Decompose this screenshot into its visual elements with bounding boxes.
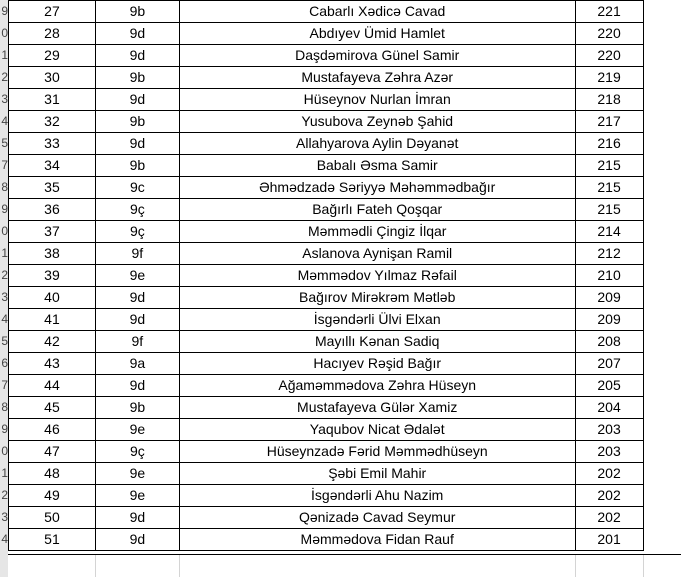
- row-header[interactable]: 6: [1, 356, 8, 370]
- cell-name[interactable]: Bağırov Mirəkrəm Mətləb: [179, 287, 575, 309]
- cell-class[interactable]: 9d: [95, 45, 179, 67]
- empty-cell[interactable]: [643, 265, 681, 287]
- row-header[interactable]: 8: [1, 400, 8, 414]
- cell-number[interactable]: 36: [9, 199, 96, 221]
- row-header[interactable]: 1: [1, 48, 8, 62]
- cell-score[interactable]: 214: [575, 221, 643, 243]
- table-row: [9, 45, 681, 67]
- cell-class[interactable]: 9e: [95, 485, 179, 507]
- cell-name[interactable]: Daşdəmirova Günel Samir: [179, 45, 575, 67]
- cell-score[interactable]: 212: [575, 243, 643, 265]
- empty-cell[interactable]: [643, 375, 681, 397]
- cell-number[interactable]: 39: [9, 265, 96, 287]
- table-row: [9, 353, 681, 375]
- cell-score[interactable]: 220: [575, 23, 643, 45]
- cell-score[interactable]: 203: [575, 419, 643, 441]
- cell-number[interactable]: 51: [9, 529, 96, 551]
- cell-class[interactable]: 9e: [95, 419, 179, 441]
- row-header[interactable]: 5: [1, 136, 8, 150]
- cell-class[interactable]: 9d: [95, 507, 179, 529]
- empty-cell[interactable]: [643, 221, 681, 243]
- cell-name[interactable]: İsgəndərli Ahu Nazim: [179, 485, 575, 507]
- gridline: [643, 555, 644, 577]
- cell-score[interactable]: 218: [575, 89, 643, 111]
- cell-number[interactable]: 47: [9, 441, 96, 463]
- empty-cell[interactable]: [643, 67, 681, 89]
- empty-cell[interactable]: [643, 331, 681, 353]
- cell-class[interactable]: 9d: [95, 375, 179, 397]
- cell-number[interactable]: 48: [9, 463, 96, 485]
- cell-number[interactable]: 30: [9, 67, 96, 89]
- cell-class[interactable]: 9d: [95, 529, 179, 551]
- empty-cell[interactable]: [643, 243, 681, 265]
- cell-score[interactable]: 201: [575, 529, 643, 551]
- cell-class[interactable]: 9d: [95, 287, 179, 309]
- cell-number[interactable]: 45: [9, 397, 96, 419]
- cell-score[interactable]: 209: [575, 309, 643, 331]
- table-row: [9, 529, 681, 551]
- empty-cell[interactable]: [643, 353, 681, 375]
- cell-name[interactable]: Yusubova Zeynəb Şahid: [179, 111, 575, 133]
- cell-score[interactable]: 207: [575, 353, 643, 375]
- cell-score[interactable]: 215: [575, 155, 643, 177]
- cell-number[interactable]: 44: [9, 375, 96, 397]
- empty-cell[interactable]: [643, 419, 681, 441]
- cell-score[interactable]: 208: [575, 331, 643, 353]
- empty-cell[interactable]: [643, 485, 681, 507]
- row-header[interactable]: 4: [1, 532, 8, 546]
- row-header[interactable]: 9: [1, 202, 8, 216]
- row-header[interactable]: 9: [1, 4, 8, 18]
- cell-score[interactable]: 221: [575, 1, 643, 23]
- cell-score[interactable]: 215: [575, 177, 643, 199]
- cell-name[interactable]: Əhmədzadə Səriyyə Məhəmmədbağır: [179, 177, 575, 199]
- table-row: [9, 155, 681, 177]
- cell-number[interactable]: 49: [9, 485, 96, 507]
- cell-score[interactable]: 205: [575, 375, 643, 397]
- table-row: [9, 419, 681, 441]
- row-header[interactable]: 0: [1, 224, 8, 238]
- cell-name[interactable]: İsgəndərli Ülvi Elxan: [179, 309, 575, 331]
- empty-cell[interactable]: [643, 177, 681, 199]
- cell-name[interactable]: Mayıllı Kənan Sadiq: [179, 331, 575, 353]
- cell-score[interactable]: 210: [575, 265, 643, 287]
- cell-score[interactable]: 203: [575, 441, 643, 463]
- cell-class[interactable]: 9d: [95, 309, 179, 331]
- row-header[interactable]: 3: [1, 92, 8, 106]
- cell-score[interactable]: 215: [575, 199, 643, 221]
- cell-class[interactable]: 9f: [95, 331, 179, 353]
- cell-name[interactable]: Mustafayeva Zəhra Azər: [179, 67, 575, 89]
- cell-score[interactable]: 220: [575, 45, 643, 67]
- cell-class[interactable]: 9b: [95, 397, 179, 419]
- cell-class[interactable]: 9d: [95, 133, 179, 155]
- cell-name[interactable]: Ağaməmmədova Zəhra Hüseyn: [179, 375, 575, 397]
- empty-cell[interactable]: [643, 397, 681, 419]
- cell-number[interactable]: 29: [9, 45, 96, 67]
- cell-number[interactable]: 46: [9, 419, 96, 441]
- cell-class[interactable]: 9e: [95, 463, 179, 485]
- cell-score[interactable]: 204: [575, 397, 643, 419]
- row-header[interactable]: 2: [1, 268, 8, 282]
- cell-name[interactable]: Hacıyev Rəşid Bağır: [179, 353, 575, 375]
- cell-number[interactable]: 33: [9, 133, 96, 155]
- cell-number[interactable]: 32: [9, 111, 96, 133]
- data-table: [8, 0, 681, 551]
- cell-score[interactable]: 217: [575, 111, 643, 133]
- cell-class[interactable]: 9ç: [95, 441, 179, 463]
- row-header[interactable]: 4: [1, 312, 8, 326]
- row-header-column[interactable]: [0, 0, 8, 577]
- table-row: [9, 265, 681, 287]
- cell-class[interactable]: 9b: [95, 1, 179, 23]
- table-row: [9, 1, 681, 23]
- table-row: [9, 111, 681, 133]
- table-row: [9, 287, 681, 309]
- empty-cell[interactable]: [643, 45, 681, 67]
- cell-number[interactable]: 40: [9, 287, 96, 309]
- row-header[interactable]: 9: [1, 422, 8, 436]
- cell-number[interactable]: 43: [9, 353, 96, 375]
- gridline: [575, 555, 576, 577]
- cell-name[interactable]: Aslanova Aynişan Ramil: [179, 243, 575, 265]
- empty-cell[interactable]: [643, 529, 681, 551]
- row-header[interactable]: 4: [1, 114, 8, 128]
- table-row: [9, 243, 681, 265]
- cell-name[interactable]: Allahyarova Aylin Dəyanət: [179, 133, 575, 155]
- gridline: [95, 555, 96, 577]
- cell-name[interactable]: Qənizadə Cavad Seymur: [179, 507, 575, 529]
- cell-number[interactable]: 38: [9, 243, 96, 265]
- empty-cell[interactable]: [643, 309, 681, 331]
- cell-score[interactable]: 202: [575, 463, 643, 485]
- table-row: [9, 177, 681, 199]
- cell-number[interactable]: 41: [9, 309, 96, 331]
- row-header[interactable]: 0: [1, 26, 8, 40]
- empty-cells-area[interactable]: [8, 554, 681, 577]
- cell-name[interactable]: Hüseynov Nurlan İmran: [179, 89, 575, 111]
- cell-name[interactable]: Məmmədova Fidan Rauf: [179, 529, 575, 551]
- cell-class[interactable]: 9ç: [95, 199, 179, 221]
- cell-class[interactable]: 9f: [95, 243, 179, 265]
- row-header[interactable]: 3: [1, 510, 8, 524]
- cell-number[interactable]: 34: [9, 155, 96, 177]
- cell-score[interactable]: 202: [575, 507, 643, 529]
- cell-score[interactable]: 216: [575, 133, 643, 155]
- cell-class[interactable]: 9c: [95, 177, 179, 199]
- cell-number[interactable]: 50: [9, 507, 96, 529]
- row-header[interactable]: 7: [1, 378, 8, 392]
- empty-cell[interactable]: [643, 507, 681, 529]
- cell-number[interactable]: 28: [9, 23, 96, 45]
- cell-name[interactable]: Mustafayeva Gülər Xamiz: [179, 397, 575, 419]
- cell-class[interactable]: 9e: [95, 265, 179, 287]
- cell-name[interactable]: Yaqubov Nicat Ədalət: [179, 419, 575, 441]
- row-header[interactable]: 1: [1, 466, 8, 480]
- cell-class[interactable]: 9b: [95, 111, 179, 133]
- cell-number[interactable]: 27: [9, 1, 96, 23]
- row-header[interactable]: 3: [1, 290, 8, 304]
- empty-cell[interactable]: [643, 133, 681, 155]
- row-header[interactable]: 8: [1, 180, 8, 194]
- table-row: [9, 133, 681, 155]
- cell-number[interactable]: 31: [9, 89, 96, 111]
- table-row: [9, 375, 681, 397]
- table-row: [9, 485, 681, 507]
- table-row: [9, 23, 681, 45]
- cell-name[interactable]: Cabarlı Xədicə Cavad: [179, 1, 575, 23]
- empty-cell[interactable]: [643, 1, 681, 23]
- table-row: [9, 199, 681, 221]
- table-row: [9, 221, 681, 243]
- cell-class[interactable]: 9d: [95, 89, 179, 111]
- row-header[interactable]: 0: [1, 444, 8, 458]
- cell-class[interactable]: 9b: [95, 155, 179, 177]
- cell-class[interactable]: 9d: [95, 23, 179, 45]
- cell-class[interactable]: 9a: [95, 353, 179, 375]
- table-row: [9, 331, 681, 353]
- row-header[interactable]: 2: [1, 488, 8, 502]
- empty-cell[interactable]: [643, 287, 681, 309]
- table-bottom-border: [8, 554, 681, 555]
- table-row: [9, 67, 681, 89]
- cell-class[interactable]: 9b: [95, 67, 179, 89]
- empty-cell[interactable]: [643, 463, 681, 485]
- cell-score[interactable]: 202: [575, 485, 643, 507]
- cell-name[interactable]: Şəbi Emil Mahir: [179, 463, 575, 485]
- table-row: [9, 89, 681, 111]
- empty-cell[interactable]: [643, 89, 681, 111]
- table-row: [9, 441, 681, 463]
- row-header[interactable]: 5: [1, 334, 8, 348]
- row-header[interactable]: 2: [1, 70, 8, 84]
- empty-cell[interactable]: [643, 155, 681, 177]
- cell-number[interactable]: 35: [9, 177, 96, 199]
- cell-number[interactable]: 37: [9, 221, 96, 243]
- cell-class[interactable]: 9ç: [95, 221, 179, 243]
- empty-cell[interactable]: [643, 199, 681, 221]
- row-header[interactable]: 7: [1, 158, 8, 172]
- cell-name[interactable]: Abdıyev Ümid Hamlet: [179, 23, 575, 45]
- cell-name[interactable]: Məmmədov Yılmaz Rəfail: [179, 265, 575, 287]
- table-row: [9, 463, 681, 485]
- empty-cell[interactable]: [643, 441, 681, 463]
- cell-score[interactable]: 209: [575, 287, 643, 309]
- table-row: [9, 309, 681, 331]
- table-row: [9, 507, 681, 529]
- empty-cell[interactable]: [643, 23, 681, 45]
- cell-score[interactable]: 219: [575, 67, 643, 89]
- cell-name[interactable]: Bağırlı Fateh Qoşqar: [179, 199, 575, 221]
- cell-name[interactable]: Məmmədli Çingiz İlqar: [179, 221, 575, 243]
- table-row: [9, 397, 681, 419]
- empty-cell[interactable]: [643, 111, 681, 133]
- cell-name[interactable]: Hüseynzadə Fərid Məmmədhüseyn: [179, 441, 575, 463]
- row-header[interactable]: 1: [1, 246, 8, 260]
- cell-name[interactable]: Babalı Əsma Samir: [179, 155, 575, 177]
- gridline: [179, 555, 180, 577]
- cell-number[interactable]: 42: [9, 331, 96, 353]
